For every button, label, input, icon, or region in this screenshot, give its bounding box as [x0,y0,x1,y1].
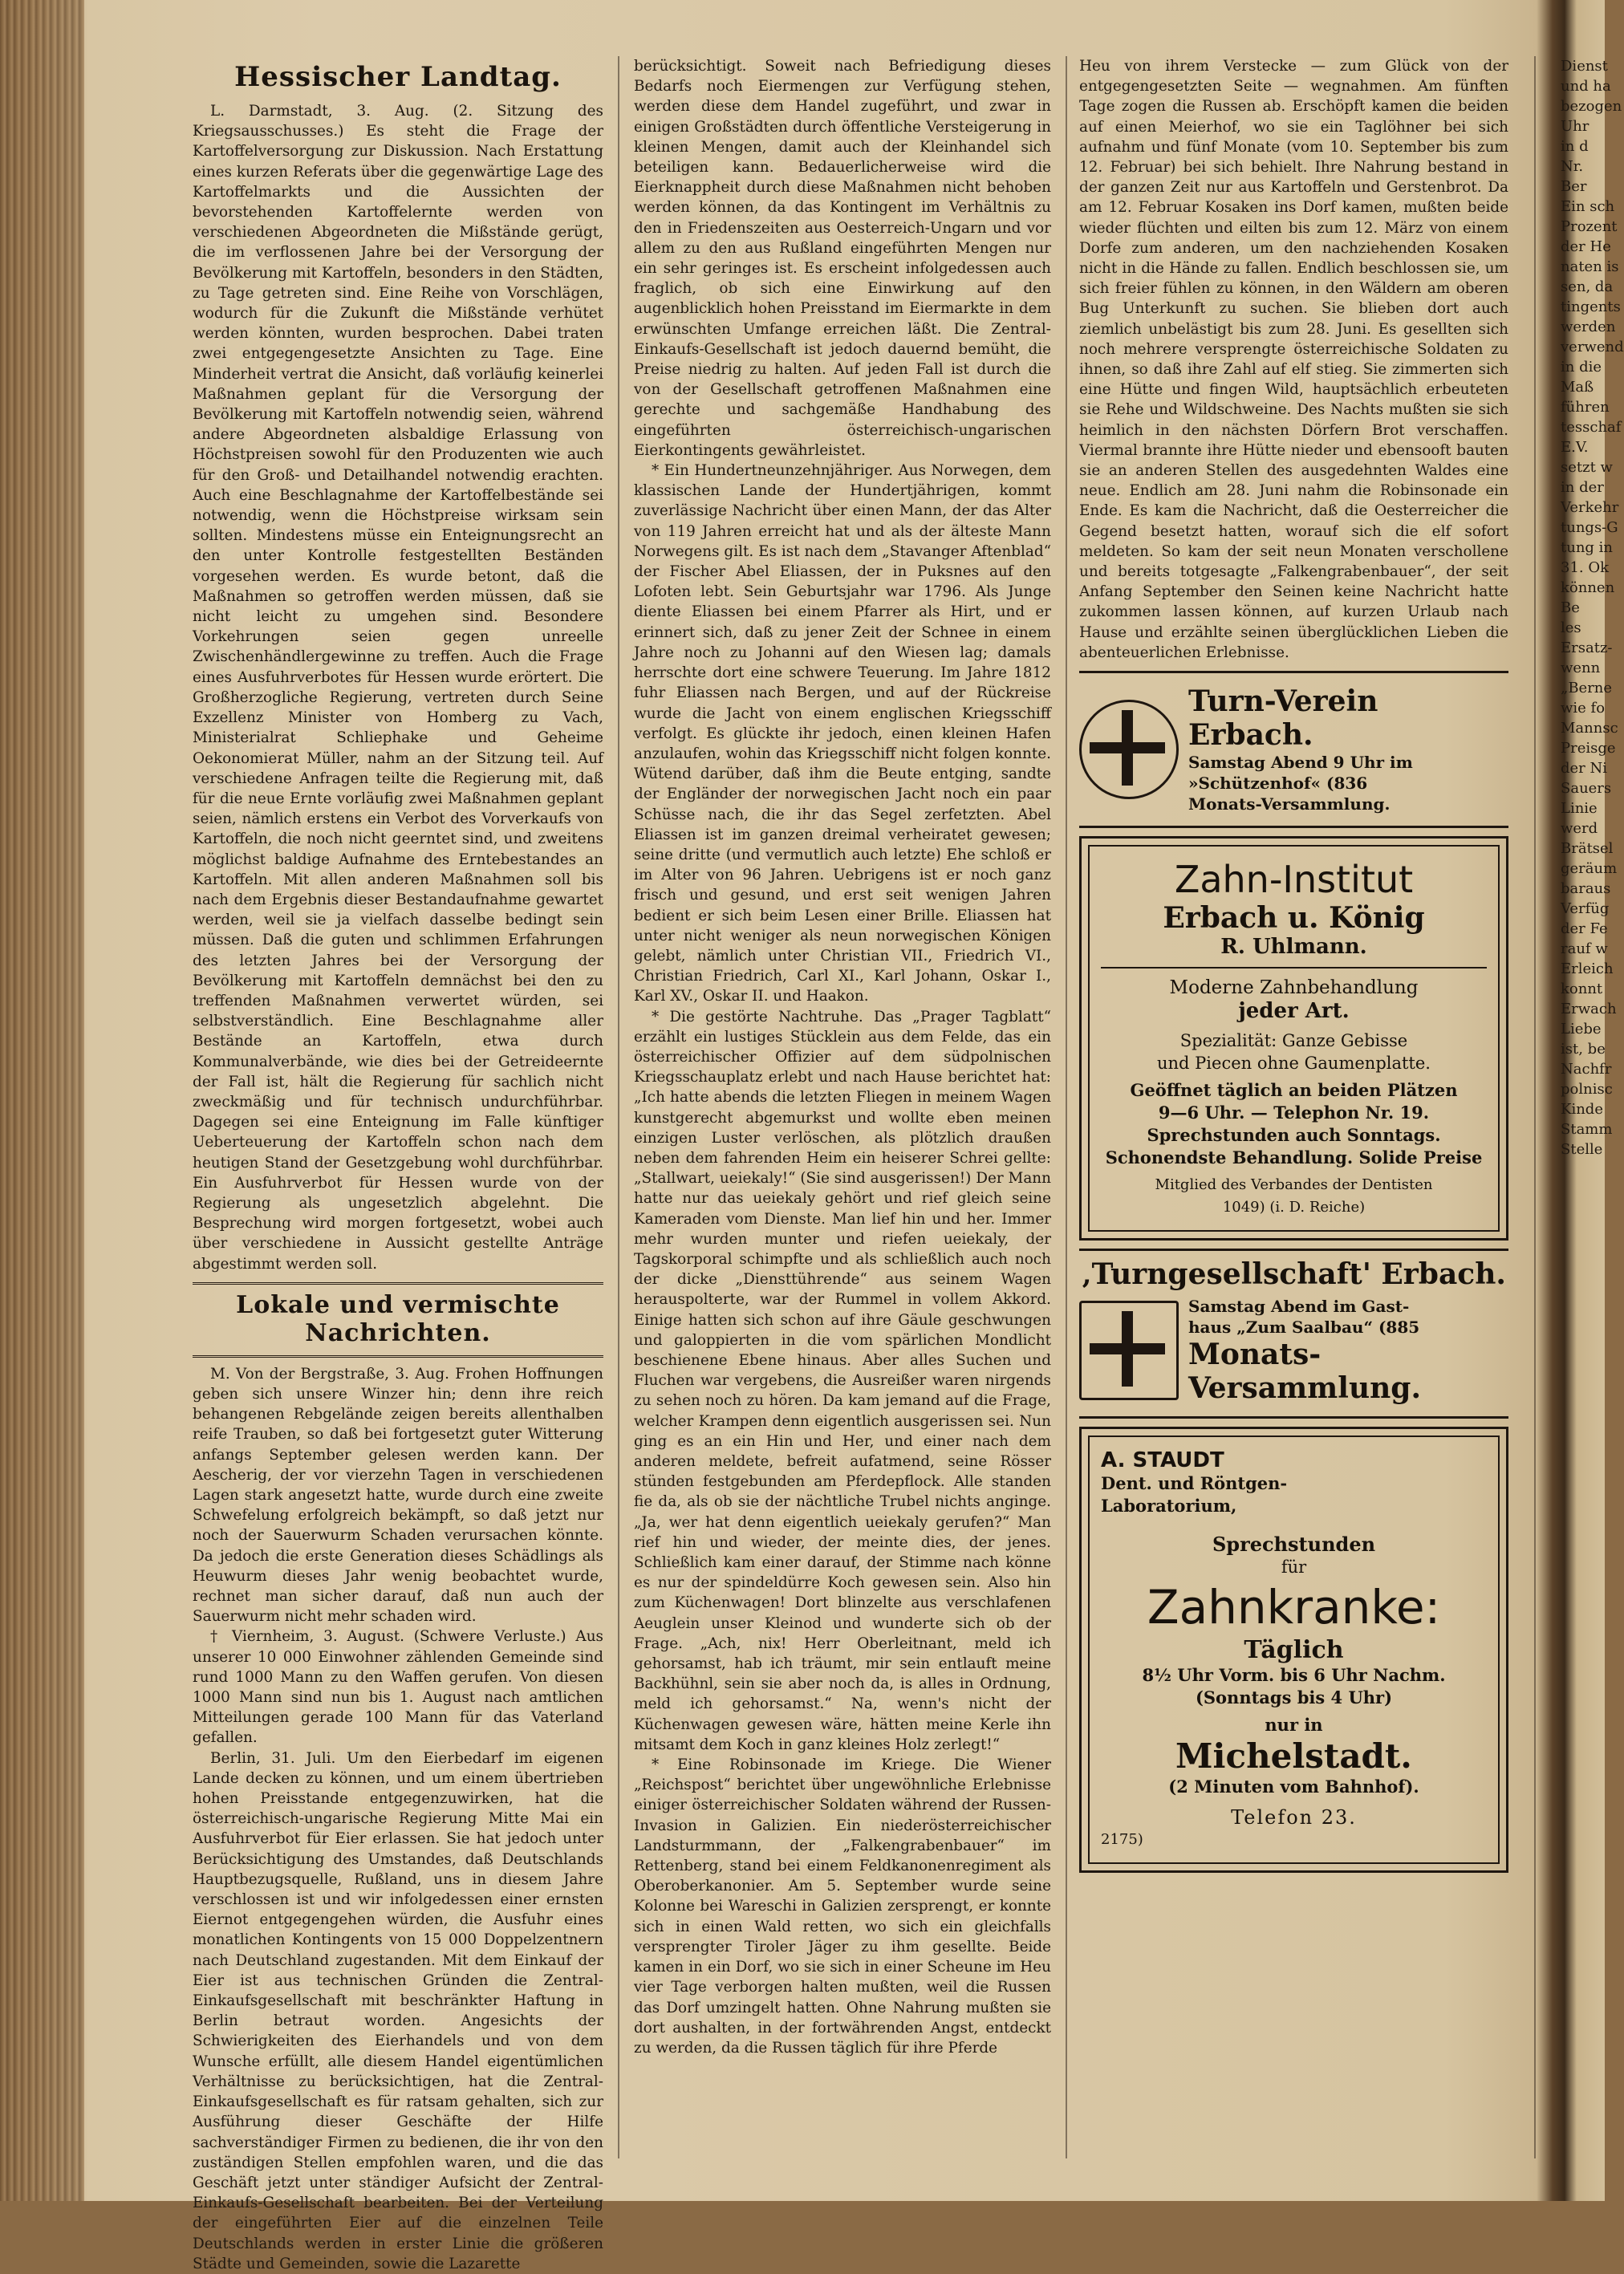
staudt-line: für [1281,1557,1307,1578]
fragment-line: E.V. [1561,439,1589,456]
section-heading-landtag: Hessischer Landtag. [234,61,562,93]
fragment-line: Stelle [1561,1141,1603,1158]
zahn-line: Moderne Zahnbehandlung [1169,977,1419,999]
turnverein-emblem-icon [1079,700,1179,799]
section-divider [193,1355,603,1358]
fragment-line: geräum [1561,860,1618,877]
staudt-line: Sprechstunden [1212,1533,1376,1557]
fragment-line: in der [1561,479,1604,496]
turngesellschaft-line: Samstag Abend im Gast- [1188,1297,1410,1317]
column-2 [634,56,1051,2158]
staudt-line: Laboratorium, [1101,1496,1237,1517]
fragment-line: Uhr [1561,118,1589,135]
turnverein-line: Samstag Abend 9 Uhr im [1188,753,1413,773]
fragment-line: les [1561,619,1581,636]
article-hundertneunzehn: * Ein Hundertneunzehnjähriger. Aus Norwegen, dem klassischen Lande der Hundertjährigen, kommt zuverlässige Nachricht über einen Mann, der das Alter von 119 Jahren erreicht hat und als der älteste Mann Norwegens gilt. Es ist nach dem „Stavanger Aftenblad“ der Fischer Abel Eliassen, der in Puksnes auf den Lofoten lebt. Sein Geburtsjahr war 1796. Als Junge diente Eliassen bei einem Pfarrer als Hirt, und er erinnert sich, daß zu jener Zeit der Schnee in einem Jahre noch zu Johanni auf den Wiesen lag; damals herrschte dort eine schwere Teuerung. Im Jahre 1812 fuhr Eliassen nach Bergen, und auf der Rückreise wurde die Jacht von einem englischen Kriegsschiff verfolgt. Es glückte ihr jedoch, einen kleinen Hafen anzulaufen, wohin das Kriegsschiff nicht folgen konnte. Wütend darüber, daß ihm die Beute entging, sandte der Engländer der norwegischen Jacht noch ein paar Schüsse nach, die ihr das Segel zerfetzten. Abel Eliassen ist im ganzen dreimal verheiratet gewesen; seine dritte (und vermutlich auch letzte) Ehe schloß er im Alter von 96 Jahren. Uebrigens ist er noch ganz frisch und gesund, und erst seit wenigen Jahren bedient er sich beim Lesen einer Brille. Eliassen hat unter nicht weniger als neun norwegischen Königen gelebt, nämlich unter Christian VII., Friedrich VI., Christian Friedrich, Carl XI., Karl Johann, Oskar I., Karl XV., Oskar II. und Haakon. [634,462,1051,1005]
fragment-line: tingents [1561,298,1621,315]
zahn-line: 1049) (i. D. Reiche) [1222,1199,1366,1216]
fragment-line: Verkehr [1561,499,1619,516]
fragment-line: tungs-G [1561,519,1618,536]
fragment-line: Ein sch [1561,198,1615,215]
turngesellschaft-emblem-icon [1079,1301,1179,1400]
fragment-line: 31. Ok [1561,559,1610,576]
article-landtag: L. Darmstadt, 3. Aug. (2. Sitzung des Kriegsausschusses.) Es steht die Frage der Kartoffelversorgung zur Diskussion. Nach Erstattung eines kurzen Referats über die gegenwärtige Lage des Kartoffelmarkts und die Aussichten der bevorstehenden Kartoffelernte werden von verschiedenen Abgeordneten die Mißstände gerügt, die im verflossenen Jahre bei der Versorgung der Bevölkerung mit Kartoffeln, besonders in den Städten, zu Tage getreten sind. Eine Reihe von Vorschlägen, wodurch für die Zukunft die Mißstände verhütet werden könnten, wurden besprochen. Dabei traten zwei entgegengesetzte Ansichten zu Tage. Eine Minderheit vertrat die Ansicht, daß vorläufig keinerlei Maßnahmen geplant für die Versorgung der Bevölkerung mit Kartoffeln notwendig seien, während andere Abgeordneten alsbaldige Erlassung von Höchstpreisen sowohl für den Produzenten wie auch für den Groß- und Detailhandel notwendig erachten. Auch eine Beschlagnahme der Kartoffelbestände sei notwendig, wenn die Höchstpreise wirksam sein sollten. Mindestens müsse ein Enteignungsrecht an den unter Kontrolle festgestellten Beständen vorgesehen werden. Es wurde betont, daß die Maßnahmen so getroffen werden müssen, daß sie nicht leicht zu umgehen sind. Besondere Vorkehrungen seien gegen unreelle Zwischenhändlergewinne zu treffen. Auch die Frage eines Ausfuhrverbotes für Hessen wurde erörtert. Die Großherzogliche Regierung, vertreten durch Seine Exzellenz Minister von Homberg zu Vach, Ministerialrat Schliephake und Geheime Oekonomierat Müller, nahm an der Sitzung teil. Auf verschiedene Anfragen teilte die Regierung mit, daß für die neue Ernte vorläufig zwei Maßnahmen geplant seien, nämlich erstens ein Verbot des Vorverkaufs von Kartoffeln, die noch nicht geerntet sind, und zweitens möglichst baldige Aufnahme des Erntebestandes an Kartoffeln. Mit allen anderen Maßnahmen soll bis nach dem Ergebnis dieser Bestandaufnahme gewartet werden, weil sie ja vielfach dasselbe bedingt sein müssen. Daß die guten und schlimmen Erfahrungen des letzten Jahres bei der Versorgung der Bevölkerung mit Kartoffeln demnächst bei den zu treffenden Maßnahmen verwertet würden, sei selbstverständlich. Eine Beschlagnahme aller Bestände an Kartoffeln, etwa durch Kommunalverbände, wie dies bei der Getreideernte der Fall ist, hält die Regierung für sachlich nicht zweckmäßig und für technisch undurchführbar. Dagegen sei eine Enteignung im Falle künftiger Ueberteuerung der Kartoffeln schon nach dem heutigen Stand der Gesetzgebung wohl durchführbar. Ein Ausfuhrverbot für Hessen wurde von der Regierung als ungesetzlich abgelehnt. Die Besprechung wird morgen fortgesetzt, wobei auch über verschiedene in Aussicht gestellte Anträge abgestimmt werden soll. [193,103,603,1273]
zahn-line: 9—6 Uhr. — Telephon Nr. 19. [1158,1102,1430,1123]
fragment-line: verwend [1561,339,1624,355]
ad-turnverein [1079,671,1508,828]
fragment-line: Liebe [1561,1021,1602,1038]
fragment-line: in die [1561,359,1602,376]
fragment-line: tung in [1561,539,1614,556]
turnverein-line: »Schützenhof« (836 [1188,774,1368,794]
staudt-line: (2 Minuten vom Bahnhof). [1168,1777,1419,1797]
column-1 [193,56,603,2272]
fragment-line: Dienst [1561,58,1608,75]
zahn-line: Spezialität: Ganze Gebisse [1179,1031,1408,1051]
zahn-line: und Piecen ohne Gaumenplatte. [1157,1054,1431,1074]
zahn-line: Sprechstunden auch Sonntags. [1147,1125,1441,1146]
article-robinsonade-cont: Heu von ihrem Verstecke — zum Glück von der entgegengesetzten Seite — wegnahmen. Am fünften Tage zogen die Russen ab. Erschöpft kamen die beiden auf einen Meierhof, wo sie ein Taglöhner bei sich aufnahm und fünf Monate (vom 10. September bis zum 12. Februar) bei sich behielt. Ihre Nahrung bestand in der ganzen Zeit nur aus Kartoffeln und Gerstenbrot. Da am 12. Februar Kosaken ins Dorf kamen, mußten beide wieder flüchten und eilten bis zum 12. März von einem Dorfe zum anderen, um den nachziehenden Kosaken nicht in die Hände zu fallen. Endlich beschlossen sie, um sich freier fühlen zu können, in den Wäldern am oberen Bug Unterkunft zu suchen. Sie blieben dort auch ziemlich unbelästigt bis zum 28. Juni. Es gesellten sich noch mehrere versprengte österreichische Soldaten zu ihnen, so daß ihre Zahl auf elf stieg. Sie zimmerten sich eine Hütte und fingen Wild, hauptsächlich erbeuteten sie Rehe und Wildschweine. Des Nachts mußten sie sich heimlich in den nächsten Dörfern Brot verschaffen. Viermal brannte ihre Hütte nieder und ebensooft bauten sie an anderen Stellen des ausgedehnten Waldes eine neue. Endlich am 28. Juni nahm die Robinsonade ein Ende. Es kam die Nachricht, daß die Oesterreicher die Gegend besetzt hatten, worauf sich die elf sofort meldeten. So kam der seit neun Monaten verschollene und bereits totgesagte „Falkengrabenbauer“, der seit Anfang September den Seinen keine Nachricht hatte zukommen lassen können, auf kurzen Urlaub nach Hause und erzählte seinen überglücklichen Lieben die abenteuerlichen Erlebnisse. [1079,58,1508,661]
fragment-line: polnisc [1561,1081,1613,1098]
fragment-line: tesschaf [1561,419,1622,436]
fragment-line: Verfüg [1561,900,1610,917]
fragment-line: Kinde [1561,1101,1603,1118]
ad-staudt [1079,1427,1508,1873]
column-rule [1066,56,1067,2158]
fragment-line: können [1561,579,1615,596]
turnverein-line: Monats-Versammlung. [1188,794,1391,814]
fragment-line: werden [1561,319,1616,335]
staudt-line: nur in [1265,1715,1323,1736]
fragment-line: Sauers [1561,780,1612,797]
fragment-line: Be [1561,599,1580,616]
staudt-line: Dent. und Röntgen- [1101,1473,1288,1494]
fragment-line: ist, be [1561,1041,1606,1058]
zahn-owner: R. Uhlmann. [1220,935,1367,960]
ad-turngesellschaft [1079,1249,1508,1419]
fragment-line: und ha [1561,78,1611,95]
staudt-name: A. STAUDT [1101,1448,1224,1473]
staudt-city: Michelstadt. [1175,1736,1412,1777]
column-3 [1079,56,1508,2158]
fragment-line: Linie [1561,800,1598,817]
fragment-line: Stamm [1561,1121,1613,1138]
column-rule [1534,56,1536,2158]
fragment-line: Mannsc [1561,720,1618,737]
fragment-line: baraus [1561,880,1611,897]
zahn-line: Schonendste Behandlung. Solide Preise [1105,1147,1483,1168]
turngesellschaft-line: Monats-Versammlung. [1188,1338,1422,1406]
fragment-line: Preisge [1561,740,1616,757]
fragment-line: rauf w [1561,940,1608,957]
fragment-line: werd [1561,820,1598,837]
staudt-line: 8½ Uhr Vorm. bis 6 Uhr Nachm. [1142,1665,1446,1686]
staudt-line: (Sonntags bis 4 Uhr) [1195,1687,1393,1708]
fragment-line: führen [1561,399,1610,416]
staudt-line: Täglich [1244,1636,1344,1665]
ad-divider [1101,967,1487,968]
fragment-line: Nachfr [1561,1061,1612,1078]
fragment-line: Nr. [1561,158,1584,175]
zahn-line: Mitglied des Verbandes der Dentisten [1155,1176,1433,1194]
fragment-line: Erwach [1561,1001,1617,1017]
article-viernheim: † Viernheim, 3. August. (Schwere Verluste.) Aus unserer 10 000 Einwohner zählenden Gemeinde sind rund 1000 Mann zu den Waffen gerufen. Von diesen 1000 Mann sind nun bis 1. August nach amtlichen Mitteilungen gerade 100 Mann für das Vaterland gefallen. [193,1628,603,1747]
fragment-line: „Berne [1561,680,1613,696]
turnverein-name: Turn-Verein Erbach. [1188,684,1378,753]
fragment-line: Ber [1561,178,1587,195]
ad-zahn-institut [1079,836,1508,1241]
article-nachtruhe: * Die gestörte Nachtruhe. Das „Prager Tagblatt“ erzählt ein lustiges Stücklein aus dem Felde, das ein österreichischer Offizier auf dem südpolnischen Kriegsschauplatz erlebt und nach Hause berichtet hat: „Ich hatte abends die letzten Fliegen in meinem Wagen kunstgerecht abgemurkst und wollte eben meinen einzigen Luster verlöschen, als plötzlich draußen neben dem fahrenden Heim ein heiserer Schrei gellte: „Stallwart, ueiekaly!“ (Sie sind ausgerissen!) Der Mann hatte nur das ueiekaly gehört und rief gleich seine Kameraden vom Dienste. Man lief hin und her. Immer mehr wurden munter und riefen ueiekaly, der Tagskorporal schimpfte und als schließlich auch noch der dicke „Diensttührende“ aus seinem Wagen herauspolterte, war der Rummel in vollem Akkord. Einige hatten sich schon auf ihre Gäule geschwungen und galoppierten in die vom spärlichen Mondlicht beschienene Ebene hinaus. Aber alles Suchen und Fluchen war vergebens, die Ausreißer waren nirgends zu sehen noch zu hören. Da kam jemand auf die Frage, welcher Krampen denn eigentlich ausgerissen sei. Nun ging es an ein Hin und Her, und einer nach dem anderen meldete, befreit aufatmend, seine Rösser stünden festgebunden am Pferdepflock. Alle standen fie da, als ob sie der nächtliche Trubel nichts anginge. „Ja, wer hat denn eigentlich ueiekaly gerufen?“ Man rief hin und wieder, der meinte dies, der jenes. Schließlich kam einer darauf, der Stimme nach könne es nur der spindeldürre Koch gewesen sein. Also hin zum Küchenwagen! Dort blinzelte aus verschlafenen Aeuglein unser Kleinod und wunderte sich ob der Frage. „Ach, nix! Herr Oberleitnant, meld ich gehorsamst, hab ich träumt, mir sein entlauft meine Backhühnl, sein sie aber noch da, is alles in Ordnung, meld ich gehorsamst.“ Na, wenn's nicht der Küchenwagen gewesen wäre, hätten meine Kerle ihn mitsamt dem Koch in ganz kleines Holz zerlegt!“ [634,1008,1051,1753]
fragment-line: Ersatz- [1561,640,1613,656]
column-rule [618,56,619,2158]
article-bergstrasse: M. Von der Bergstraße, 3. Aug. Frohen Hoffnungen geben sich unsere Winzer hin; denn ihre reich behangenen Rebgelände zeigen bereits allenthalben reife Trauben, so daß bei fortgesetzt guter Witterung anfangs September gelesen werden kann. Der Aescherig, der vor vierzehn Tagen in verschiedenen Lagen stark angesetzt hatte, wurde durch eine zweite Schwefelung erfolgreich bekämpft, so daß jetzt nur noch der Sauerwurm Schaden verursachen könnte. Da jedoch die erste Generation dieses Schädlings als Heuwurm dieses Jahr wenig beobachtet wurde, rechnet man sicher darauf, daß nun auch der Sauerwurm nicht mehr schaden wird. [193,1365,603,1626]
fragment-line: konnt [1561,981,1603,997]
fragment-line: der He [1561,238,1611,255]
zahn-line: Geöffnet täglich an beiden Plätzen [1130,1080,1458,1101]
staudt-big: Zahnkranke: [1147,1580,1441,1635]
article-robinsonade: * Eine Robinsonade im Kriege. Die Wiener „Reichspost“ berichtet über ungewöhnliche Erlebnisse einiger österreichischer Soldaten während der Russen-Invasion in Galizien. Ein niederösterreichischer Landsturmmann, der „Falkengrabenbauer“ im Rettenberg, stand bei einem Feldkanonenregiment als Oberoberkanonier. Am 5. September wurde seine Kolonne bei Wareschi in Galizien zersprengt, er konnte sich in einen Wald retten, wo sich ein gleichfalls versprengter Tiroler Jäger zu ihm gesellte. Beide kamen in ein Dorf, wo sie sich in einer Scheune im Heu vier Tage verborgen halten mußten, weil die Russen das Dorf umzingelt hatten. Ohne Nahrung mußten sie dort aushalten, in der fortwährenden Angst, entdeckt zu werden, da die Russen täglich für ihre Pferde [634,1756,1051,2057]
article-berlin-cont: berücksichtigt. Soweit nach Befriedigung dieses Bedarfs noch Eiermengen zur Verfügung stehen, werden diese dem Handel zugeführt, und zwar in einigen Großstädten durch öffentliche Versteigerung in kleinen Mengen, damit auch der Kleinhandel sich beteiligen kann. Bedauerlicherweise wird die Eierknappheit durch diese Maßnahmen nicht behoben werden können, da das Kontingent im Verhältnis zu den in Friedenszeiten aus Oesterreich-Ungarn und vor allem zu den aus Rußland eingeführten Mengen nur ein sehr geringes ist. Es erscheint infolgedessen auch fraglich, ob sich eine Einwirkung auf den augenblicklich hohen Preisstand im Eiermarkte in dem erwünschten Umfange erreichen läßt. Die Zentral-Einkaufs-Gesellschaft ist jedoch dauernd bemüht, die Preise niedrig zu halten. Auf jeden Fall ist durch die von der Gesellschaft getroffenen Maßnahmen eine gerechte und sachgemäße Handhabung des eingeführten österreichisch-ungarischen Eierkontingents gewährleistet. [634,58,1051,459]
fragment-line: der Fe [1561,920,1608,937]
section-heading-nachrichten: Lokale und vermischte Nachrichten. [236,1290,560,1347]
staudt-code: 2175) [1101,1831,1143,1849]
fragment-line: wenn [1561,660,1601,676]
turngesellschaft-name: ‚Turngesellschaft' Erbach. [1082,1257,1506,1292]
turngesellschaft-line: haus „Zum Saalbau“ (885 [1188,1318,1420,1338]
fragment-line: bezogen [1561,98,1622,115]
section-divider [193,1282,603,1285]
fragment-line: Brätsel [1561,840,1614,857]
book-binding [0,0,84,2201]
fragment-line: Maß [1561,379,1594,396]
fragment-line: in d [1561,138,1589,155]
column-4-fragment [1561,56,1624,2183]
article-berlin: Berlin, 31. Juli. Um den Eierbedarf im eigenen Lande decken zu können, und um einem übertrieben hohen Preisstande entgegenzuwirken, hat die österreichisch-ungarische Regierung Mitte Mai ein Ausfuhrverbot für Eier erlassen. Sie hat jedoch unter Berücksichtigung des Umstandes, daß Deutschlands Hauptbezugsquelle, Rußland, uns in diesem Jahre verschlossen ist und wir infolgedessen einer ernsten Eiernot entgegengehen würden, die Ausfuhr eines monatlichen Kontingents von 15 000 Doppelzentnern nach Deutschland zugestanden. Mit dem Einkauf der Eier ist aus technischen Gründen die Zentral-Einkaufsgesellschaft mit beschränkter Haftung in Berlin betraut worden. Angesichts der Schwierigkeiten des Eierhandels und von dem Wunsche erfüllt, alle diesem Handel eigentümlichen Verhältnisse zu berücksichtigen, hat die Zentral-Einkaufsgesellschaft es für ratsam gehalten, sich zur Ausführung dieser Geschäfte der Hilfe sachverständiger Firmen zu bedienen, die ihr von den zuständigen Stellen empfohlen waren, und die das Geschäft jetzt unter ständiger Aufsicht der Zentral-Einkaufs-Gesellschaft bearbeiten. Bei der Verteilung der eingeführten Eier auf die einzelnen Teile Deutschlands werden in erster Linie die größeren Städte und Gemeinden, sowie die Lazarette [193,1749,603,2272]
fragment-line: der Ni [1561,760,1608,777]
fragment-line: setzt w [1561,459,1613,476]
zahn-line: jeder Art. [1238,999,1350,1024]
fragment-line: Prozent [1561,218,1618,235]
fragment-line: Erleich [1561,960,1614,977]
fragment-line: sen, da [1561,278,1614,295]
zahn-title: Zahn-Institut [1174,858,1414,902]
staudt-line: Telefon 23. [1231,1806,1357,1829]
fragment-line: wie fo [1561,700,1606,717]
zahn-firm: Erbach u. König [1163,901,1425,936]
fragment-line: naten is [1561,258,1619,275]
